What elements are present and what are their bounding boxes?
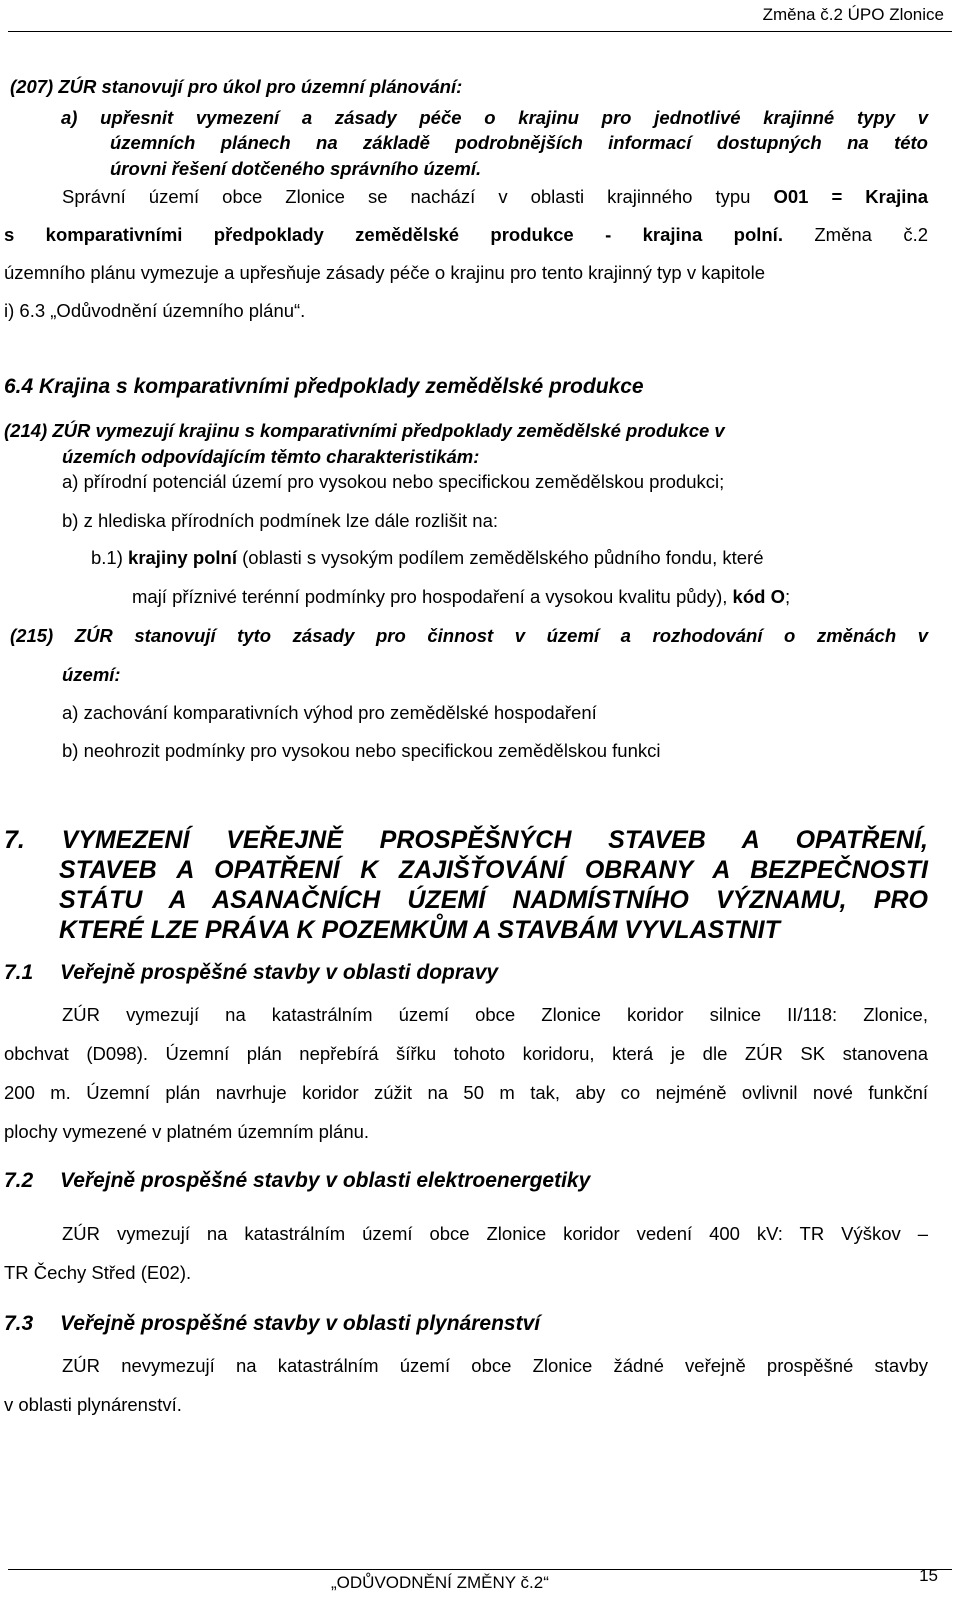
sec72-line: ZÚR vymezují na katastrálním území obce Zlonice koridor vedení 400 kV: TR Výškov – [62,1223,928,1244]
sec73-line: v oblasti plynárenství. [4,1394,182,1415]
sec71-line: 200 m. Územní plán navrhuje koridor zúžit na 50 m tak, aby co nejméně ovlivnil nové funkční [4,1082,928,1103]
sec71-title: Veřejně prospěšné stavby v oblasti dopravy [60,961,499,984]
landscape-type-code: O01 = Krajina [773,186,928,207]
sec207-a-line: územních plánech na základě podrobnějších informací dostupných na této [110,132,928,153]
sec72-line: TR Čechy Střed (E02). [4,1262,192,1283]
sec7-heading-line: STÁTU A ASANAČNÍCH ÚZEMÍ NADMÍSTNÍHO VÝZNAMU, PRO [59,886,928,914]
sec215-line1: (215) ZÚR stanovují tyto zásady pro činnost v území a rozhodování o změnách v [10,625,928,646]
sec207-a-line: úrovni řešení dotčeného správního území. [110,158,482,179]
sec214-line1: (214) ZÚR vymezují krajinu s komparativními předpoklady zemědělské produkce v [4,420,725,441]
sec215-item-b: b) neohrozit podmínky pro vysokou nebo specifickou zemědělskou funkci [62,740,661,761]
sec71-line: plochy vymezené v platném územním plánu. [4,1121,370,1142]
text-span: (oblasti s vysokým podílem zemědělského půdního fondu, které [237,547,764,568]
sec71-number: 7.1 [4,961,34,984]
sec71-line: obchvat (D098). Územní plán nepřebírá šířku tohoto koridoru, která je dle ZÚR SK stanovena [4,1043,928,1064]
text-span: Změna č.2 [814,224,928,245]
sec72-title: Veřejně prospěšné stavby v oblasti elektroenergetiky [60,1169,591,1192]
page-header-title: Změna č.2 ÚPO Zlonice [762,5,944,24]
sec72-number: 7.2 [4,1169,34,1192]
sec7-heading-line: 7. VYMEZENÍ VEŘEJNĚ PROSPĚŠNÝCH STAVEB A OPATŘENÍ, [4,826,928,854]
footer-rule [8,1569,952,1570]
sec7-heading-line: STAVEB A OPATŘENÍ K ZAJIŠŤOVÁNÍ OBRANY A BEZPEČNOSTI [59,856,928,884]
sec207-heading: (207) ZÚR stanovují pro úkol pro územní plánování: [10,76,463,97]
text-span: b.1) [91,547,129,568]
sec214-item-b1 [91,547,764,569]
footer-title: „ODŮVODNĚNÍ ZMĚNY č.2“ [331,1573,549,1592]
sec214-item-a: a) přírodní potenciál území pro vysokou nebo specifickou zemědělskou produkci; [62,471,725,492]
sec214-line2: územích odpovídajícím těmto charakteristikám: [62,446,480,467]
sec215-item-a: a) zachování komparativních výhod pro zemědělské hospodaření [62,702,597,723]
sec73-number: 7.3 [4,1312,34,1335]
sec7-heading-line: KTERÉ LZE PRÁVA K POZEMKŮM A STAVBÁM VYVLASTNIT [59,916,780,944]
sec214-item-b: b) z hlediska přírodních podmínek lze dále rozlišit na: [62,510,498,531]
text-span: krajiny polní [128,547,237,568]
text-span: ; [784,586,791,607]
landscape-type-name: s komparativními předpoklady zemědělské produkce - krajina polní. [4,224,783,245]
page-number: 15 [919,1566,938,1585]
sec207-text-line2 [4,224,928,246]
sec73-title: Veřejně prospěšné stavby v oblasti plynárenství [60,1312,541,1335]
sec207-text-line3: územního plánu vymezuje a upřesňuje zásady péče o krajinu pro tento krajinný typ v kapitole [4,262,765,283]
sec207-text-line4: i) 6.3 „Odůvodnění územního plánu“. [4,300,306,321]
sec214-item-b1-line2 [132,586,790,608]
sec215-line2: území: [62,664,121,685]
sec71-line: ZÚR vymezují na katastrálním území obce Zlonice koridor silnice II/118: Zlonice, [62,1004,928,1025]
code-label: kód O [732,586,785,607]
sec207-text-line1 [62,186,928,208]
sec73-line: ZÚR nevymezují na katastrálním území obce Zlonice žádné veřejně prospěšné stavby [62,1355,928,1376]
sec64-heading: 6.4 Krajina s komparativními předpoklady zemědělské produkce [4,375,644,398]
header-rule [8,31,952,32]
sec207-a-line: a) upřesnit vymezení a zásady péče o krajinu pro jednotlivé krajinné typy v [61,107,928,128]
text-span: mají příznivé terénní podmínky pro hospodaření a vysokou kvalitu půdy), [132,586,733,607]
text-span: Správní území obce Zlonice se nachází v oblasti krajinného typu [62,186,774,207]
